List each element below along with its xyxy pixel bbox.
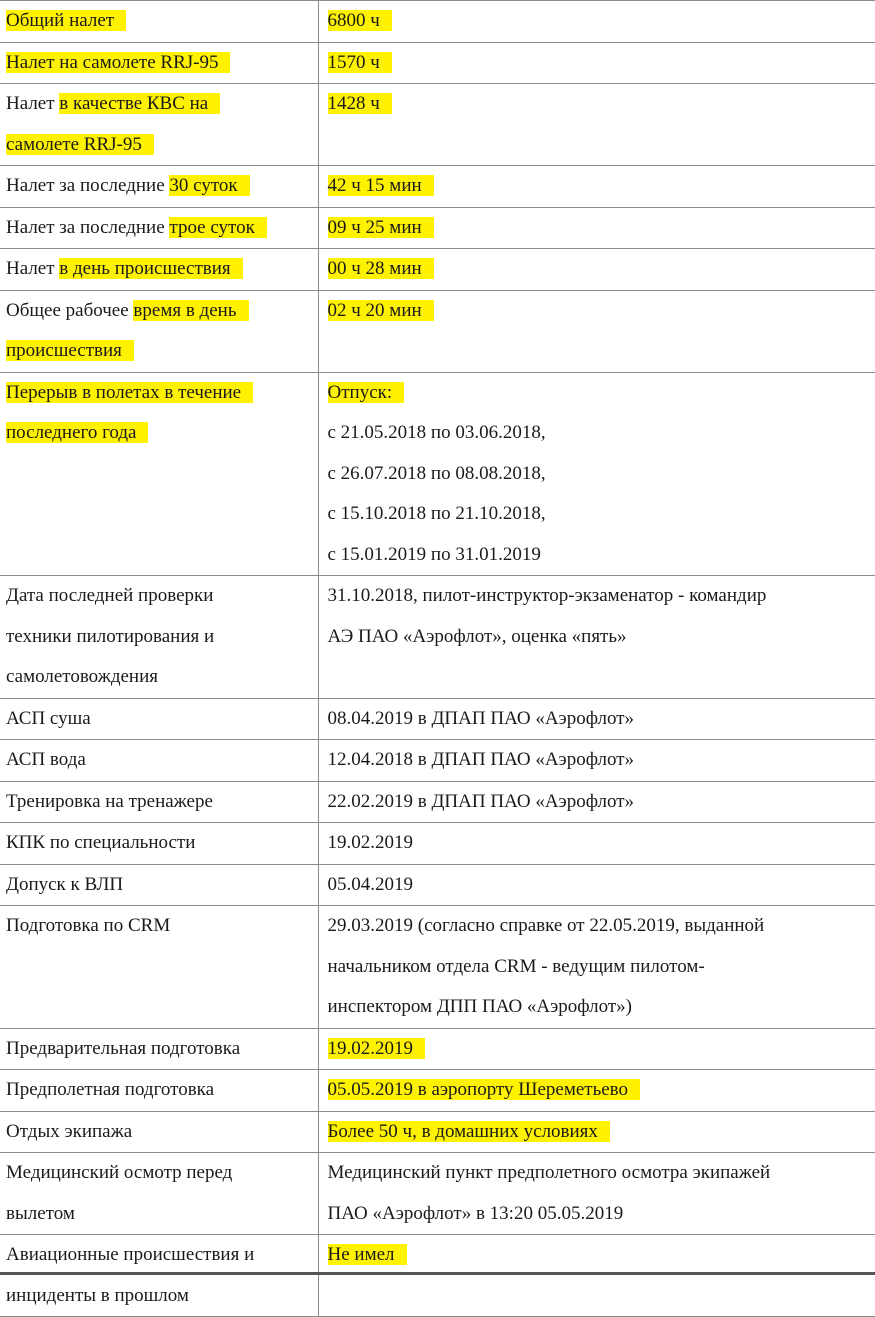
value-line: [328, 494, 872, 535]
row-label-cell: [0, 207, 318, 249]
highlighted-label-text: время в день: [133, 300, 248, 321]
table-row: [0, 84, 875, 166]
row-value-cell: [318, 1070, 875, 1112]
table-row: [0, 740, 875, 782]
label-text: Отдых экипажа: [6, 1120, 133, 1142]
label-text: Общее рабочее: [6, 299, 134, 321]
table-row: [0, 781, 875, 823]
row-value-cell: [318, 740, 875, 782]
row-label-cell: [0, 823, 318, 865]
value-text: 29.03.2019 (согласно справке от 22.05.2019, выданной: [327, 915, 765, 936]
row-label-cell: [0, 1235, 318, 1317]
row-label-cell: [0, 1070, 318, 1112]
label-text: Допуск к ВЛП: [6, 873, 124, 895]
value-line: [328, 782, 872, 823]
bottom-rule: [0, 1272, 875, 1275]
value-line: [328, 166, 872, 207]
label-text: самолетовождения: [6, 666, 159, 687]
value-line: [328, 43, 872, 84]
value-text: 19.02.2019: [327, 832, 413, 853]
highlighted-value-text: Более 50 ч, в домашних условиях: [328, 1121, 610, 1142]
row-value-cell: [318, 823, 875, 865]
row-value-cell: [318, 906, 875, 1029]
highlighted-value-text: 00 ч 28 мин: [328, 258, 434, 279]
highlighted-label-text: в качестве КВС на: [59, 93, 220, 114]
row-value-cell: [318, 1235, 875, 1317]
table-row: [0, 864, 875, 906]
table-row: [0, 1111, 875, 1153]
value-line: [328, 865, 872, 906]
label-text: АСП суша: [6, 707, 91, 729]
row-value-cell: [318, 1111, 875, 1153]
highlighted-value-text: 05.05.2019 в аэропорту Шереметьево: [328, 1079, 641, 1100]
label-text: АСП вода: [6, 749, 86, 770]
highlighted-label-text: в день происшествия: [59, 258, 242, 279]
label-text: Налет за последние: [6, 175, 170, 196]
value-line: [328, 373, 872, 414]
value-line: [328, 617, 872, 658]
value-text: 31.10.2018, пилот-инструктор-экзаменатор - командир: [327, 585, 767, 606]
value-line: [328, 84, 872, 125]
highlighted-value-text: 1428 ч: [328, 93, 392, 114]
label-text: Медицинский осмотр перед: [6, 1162, 233, 1183]
value-line: [328, 987, 872, 1028]
value-line: [328, 1029, 872, 1070]
row-label-cell: [0, 864, 318, 906]
value-line: [328, 906, 872, 947]
value-text: 22.02.2019 в ДПАП ПАО «Аэрофлот»: [327, 790, 635, 812]
table-row: [0, 823, 875, 865]
label-text: Предварительная подготовка: [6, 1037, 241, 1059]
highlighted-value-text: 09 ч 25 мин: [328, 217, 434, 238]
label-text: Налет за последние: [6, 216, 170, 238]
value-text: 05.04.2019: [327, 873, 413, 895]
table-row: [0, 1070, 875, 1112]
row-label-cell: [0, 1111, 318, 1153]
value-line: [328, 699, 872, 740]
value-text: с 15.01.2019 по 31.01.2019: [327, 543, 541, 565]
table-row: [0, 906, 875, 1029]
row-value-cell: [318, 576, 875, 699]
value-text: инспектором ДПП ПАО «Аэрофлот»): [327, 996, 633, 1017]
value-line: [328, 249, 872, 290]
row-label-cell: [0, 740, 318, 782]
value-text: ПАО «Аэрофлот» в 13:20 05.05.2019: [327, 1202, 624, 1224]
row-value-cell: [318, 249, 875, 291]
value-line: [328, 823, 872, 864]
value-text: 08.04.2019 в ДПАП ПАО «Аэрофлот»: [327, 707, 635, 729]
row-value-cell: [318, 166, 875, 208]
table-row: [0, 207, 875, 249]
label-text: Авиационные происшествия и: [6, 1244, 255, 1265]
value-text: Медицинский пункт предполетного осмотра экипажей: [327, 1162, 771, 1183]
label-text: вылетом: [6, 1202, 75, 1224]
table-row: [0, 698, 875, 740]
highlighted-label-text: Налет на самолете RRJ-95: [6, 52, 230, 73]
row-value-cell: [318, 372, 875, 576]
value-text: с 21.05.2018 по 03.06.2018,: [327, 422, 546, 443]
row-value-cell: [318, 1, 875, 43]
table-row: [0, 372, 875, 576]
highlighted-label-text: Перерыв в полетах в течение: [6, 382, 253, 403]
table-row: [0, 1028, 875, 1070]
label-text: Предполетная подготовка: [6, 1079, 215, 1100]
value-line: [328, 740, 872, 781]
table-row: [0, 1235, 875, 1317]
highlighted-value-text: Отпуск:: [328, 382, 405, 403]
value-text: с 15.10.2018 по 21.10.2018,: [327, 503, 546, 524]
row-label-cell: [0, 698, 318, 740]
highlighted-value-text: 19.02.2019: [328, 1038, 426, 1059]
highlighted-value-text: 1570 ч: [328, 52, 392, 73]
row-label-cell: [0, 1, 318, 43]
highlighted-label-text: происшествия: [6, 340, 134, 361]
highlighted-value-text: 6800 ч: [328, 10, 392, 31]
value-line: [328, 1153, 872, 1194]
value-line: [328, 1070, 872, 1111]
row-label-cell: [0, 781, 318, 823]
highlighted-label-text: самолете RRJ-95: [6, 134, 154, 155]
row-value-cell: [318, 290, 875, 372]
value-line: [328, 947, 872, 988]
table-row: [0, 249, 875, 291]
highlighted-value-text: Не имел: [328, 1244, 407, 1265]
row-label-cell: [0, 1153, 318, 1235]
value-line: [328, 454, 872, 495]
value-line: [328, 1194, 872, 1235]
row-value-cell: [318, 864, 875, 906]
row-label-cell: [0, 166, 318, 208]
highlighted-label-text: 30 суток: [169, 175, 249, 196]
table-row: [0, 1153, 875, 1235]
crew-info-table-body: [0, 1, 875, 1317]
row-label-cell: [0, 249, 318, 291]
value-text: с 26.07.2018 по 08.08.2018,: [327, 462, 546, 484]
row-label-cell: [0, 1028, 318, 1070]
row-label-cell: [0, 576, 318, 699]
table-row: [0, 576, 875, 699]
row-value-cell: [318, 42, 875, 84]
value-text: начальником отдела CRM - ведущим пилотом-: [327, 955, 705, 977]
label-text: Тренировка на тренажере: [6, 790, 213, 812]
row-label-cell: [0, 84, 318, 166]
value-line: [328, 291, 872, 332]
row-value-cell: [318, 207, 875, 249]
value-line: [328, 1235, 872, 1276]
row-value-cell: [318, 1153, 875, 1235]
value-line: [328, 576, 872, 617]
highlighted-label-text: Общий налет: [6, 10, 126, 31]
table-row: [0, 1, 875, 43]
value-line: [328, 1112, 872, 1153]
label-text: инциденты в прошлом: [6, 1284, 189, 1306]
highlighted-value-text: 42 ч 15 мин: [328, 175, 434, 196]
value-text: 12.04.2018 в ДПАП ПАО «Аэрофлот»: [327, 749, 635, 770]
row-label-cell: [0, 290, 318, 372]
label-text: Налет: [6, 93, 60, 114]
label-text: Подготовка по CRM: [6, 915, 171, 936]
row-value-cell: [318, 698, 875, 740]
table-row: [0, 166, 875, 208]
label-text: Дата последней проверки: [6, 585, 214, 606]
row-label-cell: [0, 906, 318, 1029]
highlighted-value-text: 02 ч 20 мин: [328, 300, 434, 321]
highlighted-label-text: трое суток: [169, 217, 266, 238]
table-row: [0, 290, 875, 372]
value-line: [328, 535, 872, 576]
label-text: техники пилотирования и: [6, 625, 215, 647]
row-label-cell: [0, 372, 318, 576]
label-text: Налет: [6, 258, 60, 279]
value-line: [328, 1, 872, 42]
row-label-cell: [0, 42, 318, 84]
value-text: АЭ ПАО «Аэрофлот», оценка «пять»: [327, 625, 627, 647]
row-value-cell: [318, 781, 875, 823]
highlighted-label-text: последнего года: [6, 422, 148, 443]
row-value-cell: [318, 84, 875, 166]
value-line: [328, 208, 872, 249]
label-text: КПК по специальности: [6, 832, 196, 853]
value-line: [328, 413, 872, 454]
row-value-cell: [318, 1028, 875, 1070]
table-row: [0, 42, 875, 84]
